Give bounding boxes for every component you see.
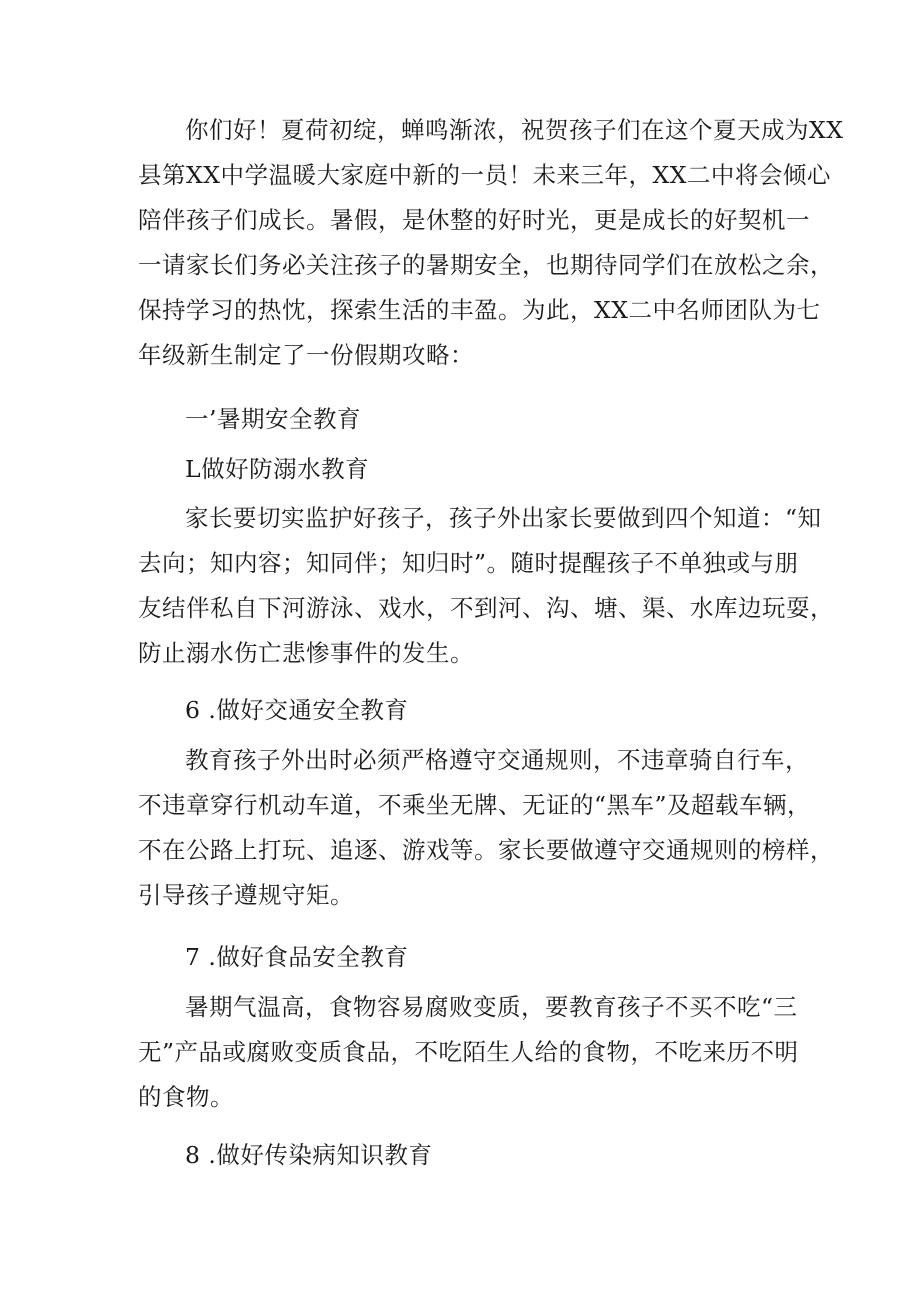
item2-line: 不在公路上打玩、追逐、游戏等。家长要做遵守交通规则的榜样， bbox=[138, 836, 834, 864]
item3-title bbox=[138, 935, 798, 980]
intro-line: 年级新生制定了一份假期攻略： bbox=[138, 341, 474, 369]
item3-line: 暑期气温高，食物容易腐败变质，要教育孩子不买不吃“三 bbox=[185, 993, 798, 1021]
item3-line: 的食物。 bbox=[138, 1083, 234, 1111]
section-heading bbox=[138, 397, 798, 442]
item1-paragraph bbox=[138, 496, 834, 676]
intro-line: 保持学习的热忱，探索生活的丰盈。为此，XX二中名师团队为七 bbox=[138, 296, 821, 324]
intro-line: 县第XX中学温暖大家庭中新的一员！未来三年，XX二中将会倾心 bbox=[138, 161, 831, 189]
intro-line: 你们好！夏荷初绽，蝉鸣渐浓，祝贺孩子们在这个夏天成为XX bbox=[185, 116, 844, 144]
section-heading-text: 一’暑期安全教育 bbox=[185, 405, 361, 433]
item1-title-text: L做好防溺水教育 bbox=[185, 455, 370, 483]
item2-title-text: 6 .做好交通安全教育 bbox=[185, 696, 409, 724]
item2-title bbox=[138, 688, 798, 733]
item3-line: 无”产品或腐败变质食品，不吃陌生人给的食物，不吃来历不明 bbox=[138, 1038, 799, 1066]
item2-line: 教育孩子外出时必须严格遵守交通规则，不违章骑自行车， bbox=[185, 746, 809, 774]
item3-title-text: 7 .做好食品安全教育 bbox=[185, 943, 409, 971]
item1-line: 防止溺水伤亡悲惨事件的发生。 bbox=[138, 639, 474, 667]
item1-line: 去向；知内容；知同伴；知归时”。随时提醒孩子不单独或与朋 bbox=[138, 549, 799, 577]
item4-title bbox=[138, 1133, 798, 1178]
item1-title bbox=[138, 447, 798, 492]
item2-line: 不违章穿行机动车道，不乘坐无牌、无证的“黑车”及超载车辆， bbox=[138, 791, 812, 819]
item1-line: 家长要切实监护好孩子，孩子外出家长要做到四个知道：“知 bbox=[185, 504, 822, 532]
item1-line: 友结伴私自下河游泳、戏水，不到河、沟、塘、渠、水库边玩耍， bbox=[138, 594, 834, 622]
intro-line: 一请家长们务必关注孩子的暑期安全，也期待同学们在放松之余， bbox=[138, 251, 834, 279]
item4-title-text: 8 .做好传染病知识教育 bbox=[185, 1141, 433, 1169]
item2-paragraph bbox=[138, 738, 834, 918]
item2-line: 引导孩子遵规守矩。 bbox=[138, 881, 354, 909]
item3-paragraph bbox=[138, 985, 798, 1120]
intro-paragraph bbox=[138, 108, 844, 378]
intro-line: 陪伴孩子们成长。暑假，是休整的好时光，更是成长的好契机一 bbox=[138, 206, 810, 234]
